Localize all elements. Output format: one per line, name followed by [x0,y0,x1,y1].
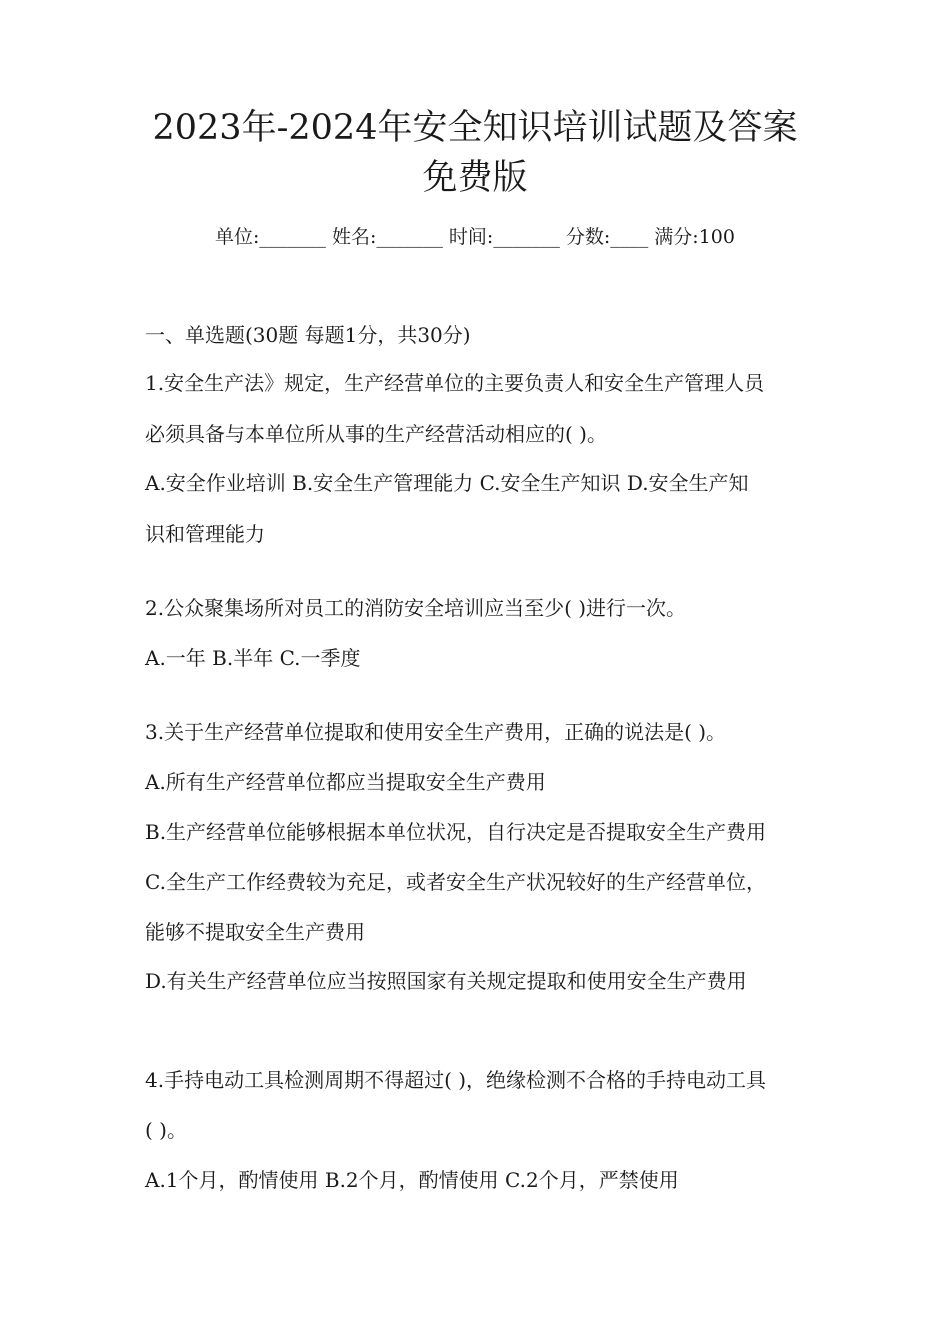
question-1-options-line-1: A.安全作业培训 B.安全生产管理能力 C.安全生产知识 D.安全生产知 [145,471,749,495]
question-4-options: A.1个月，酌情使用 B.2个月，酌情使用 C.2个月，严禁使用 [145,1168,679,1192]
section-heading: 一、单选题(30题 每题1分，共30分) [145,323,471,347]
question-3-option-c-line-2: 能够不提取安全生产费用 [145,920,365,944]
question-4-text-line-1: 4.手持电动工具检测周期不得超过( )，绝缘检测不合格的手持电动工具 [145,1068,767,1092]
question-2-text: 2.公众聚集场所对员工的消防安全培训应当至少( )进行一次。 [145,596,687,620]
question-3-text: 3.关于生产经营单位提取和使用安全生产费用，正确的说法是( )。 [145,720,727,744]
document-title-line-1: 2023年-2024年安全知识培训试题及答案 [152,108,798,148]
question-3-option-a: A.所有生产经营单位都应当提取安全生产费用 [145,770,546,794]
question-3-option-c-line-1: C.全生产工作经费较为充足，或者安全生产状况较好的生产经营单位， [145,870,766,894]
question-1-text-line-2: 必须具备与本单位所从事的生产经营活动相应的( )。 [145,422,607,446]
question-4-text-line-2: ( )。 [145,1118,187,1142]
question-3-option-d: D.有关生产经营单位应当按照国家有关规定提取和使用安全生产费用 [145,969,747,993]
question-1-options-line-2: 识和管理能力 [145,522,265,546]
question-2-options: A.一年 B.半年 C.一季度 [145,646,361,670]
question-1-text-line-1: 1.安全生产法》规定，生产经营单位的主要负责人和安全生产管理人员 [145,371,765,395]
question-3-option-b: B.生产经营单位能够根据本单位状况，自行决定是否提取安全生产费用 [145,820,767,844]
document-title-line-2: 免费版 [422,158,528,198]
exam-info-line: 单位:_______ 姓名:_______ 时间:_______ 分数:____ 满分:100 [215,226,735,248]
